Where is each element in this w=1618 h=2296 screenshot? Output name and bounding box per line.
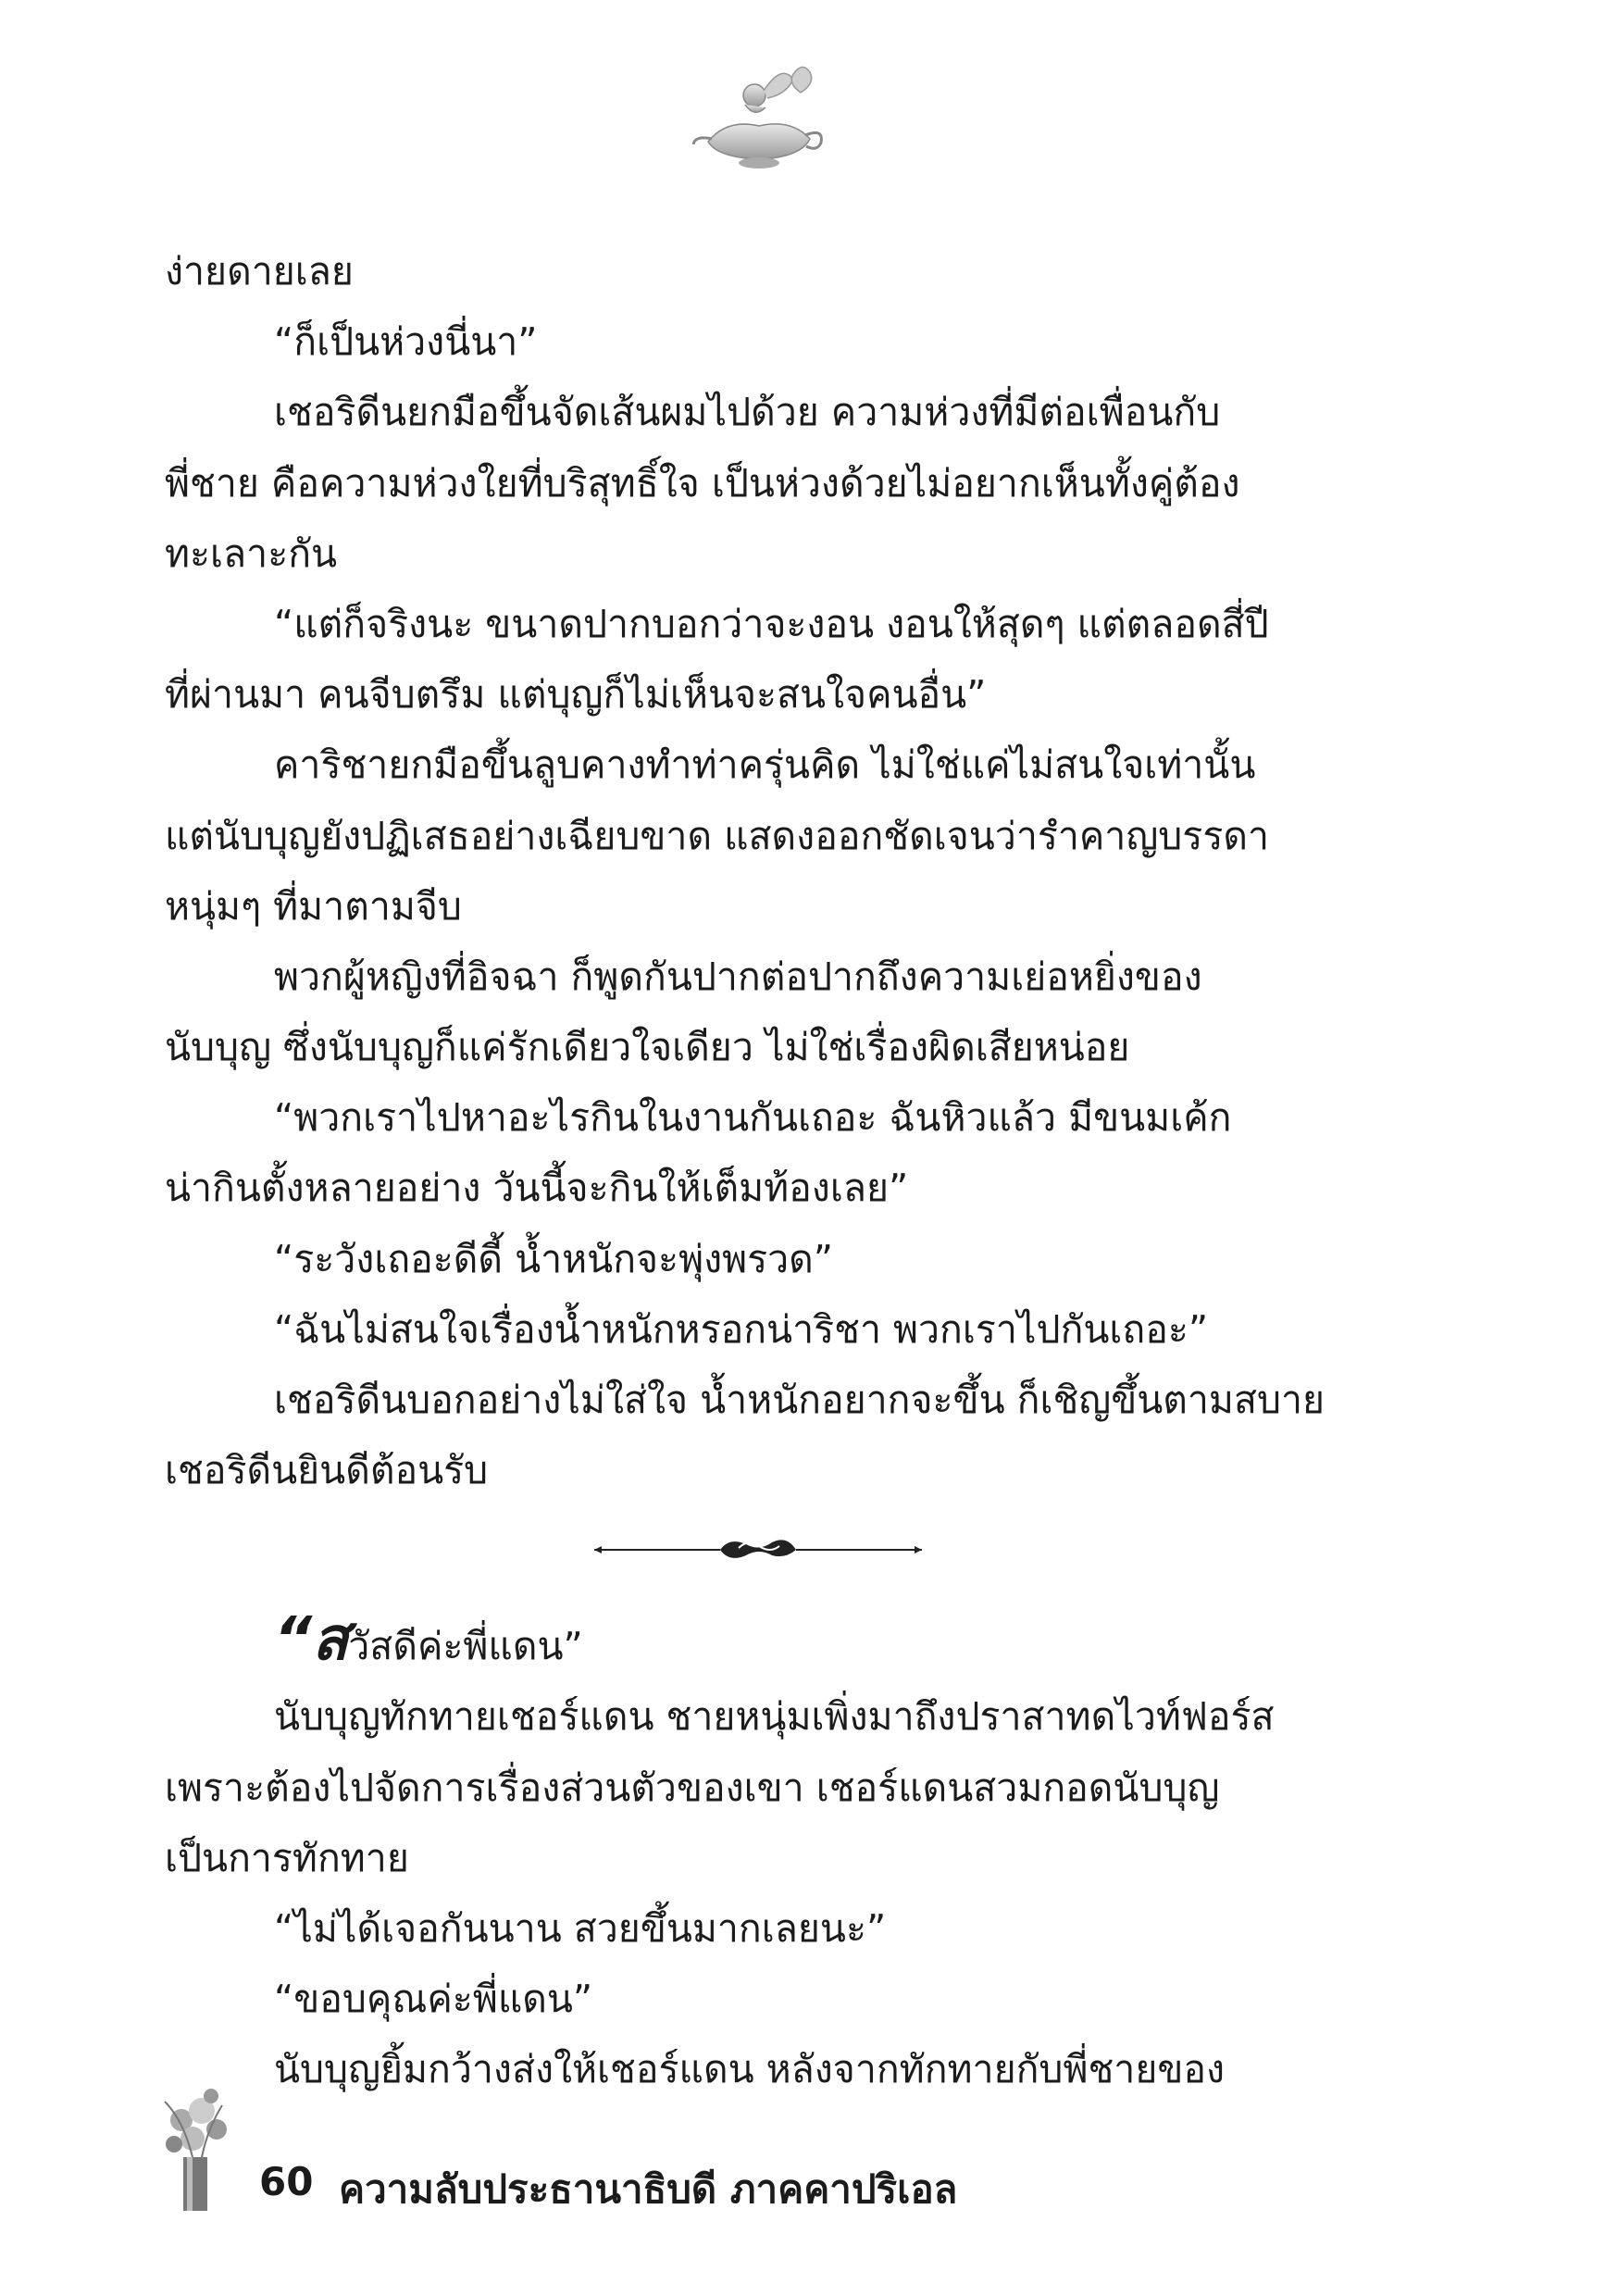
text-line: เป็นการทักทาย	[165, 1835, 409, 1880]
text-line: นับบุญทักทายเชอร์แดน ชายหนุ่มเพิ่งมาถึงปราสาทดไวท์ฟอร์ส	[274, 1694, 1275, 1740]
drop-cap-rest: วัสดีค่ะพี่แดน”	[348, 1624, 583, 1669]
text-line: เชอริดีนบอกอย่างไม่ใส่ใจ น้ำหนักอยากจะขึ้น ก็เชิญขึ้นตามสบาย	[274, 1378, 1326, 1422]
text-line: น่ากินตั้งหลายอย่าง วันนี้จะกินให้เต็มท้องเลย”	[165, 1166, 909, 1211]
body-text	[165, 236, 1351, 2105]
text-line: พี่ชาย คือความห่วงใยที่บริสุทธิ์ใจ เป็นห่วงด้วยไม่อยากเห็นทั้งคู่ต้อง	[165, 460, 1240, 505]
text-line: เชอริดีนยินดีต้อนรับ	[165, 1448, 489, 1493]
text-line: นับบุญ ซึ่งนับบุญก็แค่รักเดียวใจเดียว ไม่ใช่เรื่องผิดเสียหน่อย	[165, 1025, 1130, 1070]
cupid-teapot-icon	[690, 54, 828, 174]
text-line: “พวกเราไปหาอะไรกินในงานกันเถอะ ฉันหิวแล้ว มีขนมเค้ก	[274, 1095, 1232, 1141]
text-line: แต่นับบุญยังปฏิเสธอย่างเฉียบขาด แสดงออกชัดเจนว่ารำคาญบรรดา	[165, 813, 1269, 858]
ornamental-divider-icon	[591, 1531, 926, 1568]
text-line: “ฉันไม่สนใจเรื่องน้ำหนักหรอกน่าริชา พวกเราไปกันเถอะ”	[274, 1306, 1209, 1352]
text-line: ง่ายดายเลย	[165, 249, 354, 293]
text-line: คาริชายกมือขึ้นลูบคางทำท่าครุ่นคิด ไม่ใช่แค่ไม่สนใจเท่านั้น	[274, 742, 1256, 788]
text-line: ที่ผ่านมา คนจีบตรึม แต่บุญก็ไม่เห็นจะสนใจคนอื่น”	[165, 672, 987, 718]
drop-cap: “ส	[274, 1605, 349, 1675]
text-line: ทะเลาะกัน	[165, 530, 338, 576]
page-number: 60	[259, 2159, 314, 2204]
text-line: “ไม่ได้เจอกันนาน สวยขึ้นมากเลยนะ”	[274, 1905, 887, 1951]
section-opening-line	[165, 1598, 1351, 1681]
text-line: “ระวังเถอะดีดี้ น้ำหนักจะพุ่งพรวด”	[274, 1236, 834, 1281]
text-line: เพราะต้องไปจัดการเรื่องส่วนตัวของเขา เชอร์แดนสวมกอดนับบุญ	[165, 1765, 1220, 1810]
section-divider	[165, 1505, 1351, 1598]
text-line: พวกผู้หญิงที่อิจฉา ก็พูดกันปากต่อปากถึงความเย่อหยิ่งของ	[274, 954, 1202, 999]
text-line: “แต่ก็จริงนะ ขนาดปากบอกว่าจะงอน งอนให้สุดๆ แต่ตลอดสี่ปี	[274, 601, 1269, 646]
text-line: “ขอบคุณค่ะพี่แดน”	[274, 1977, 593, 2022]
text-line: นับบุญยิ้มกว้างส่งให้เชอร์แดน หลังจากทักทายกับพี่ชายของ	[274, 2047, 1226, 2092]
text-line: หนุ่มๆ ที่มาตามจีบ	[165, 883, 462, 929]
book-title: ความลับประธานาธิบดี ภาคคาปริเอล	[339, 2166, 958, 2212]
text-line: “ก็เป็นห่วงนี่นา”	[274, 319, 538, 365]
text-line: เชอริดีนยกมือขึ้นจัดเส้นผมไปด้วย ความห่วงที่มีต่อเพื่อนกับ	[274, 390, 1221, 435]
flower-bouquet-icon	[156, 2083, 239, 2213]
page-footer	[156, 2083, 1359, 2222]
